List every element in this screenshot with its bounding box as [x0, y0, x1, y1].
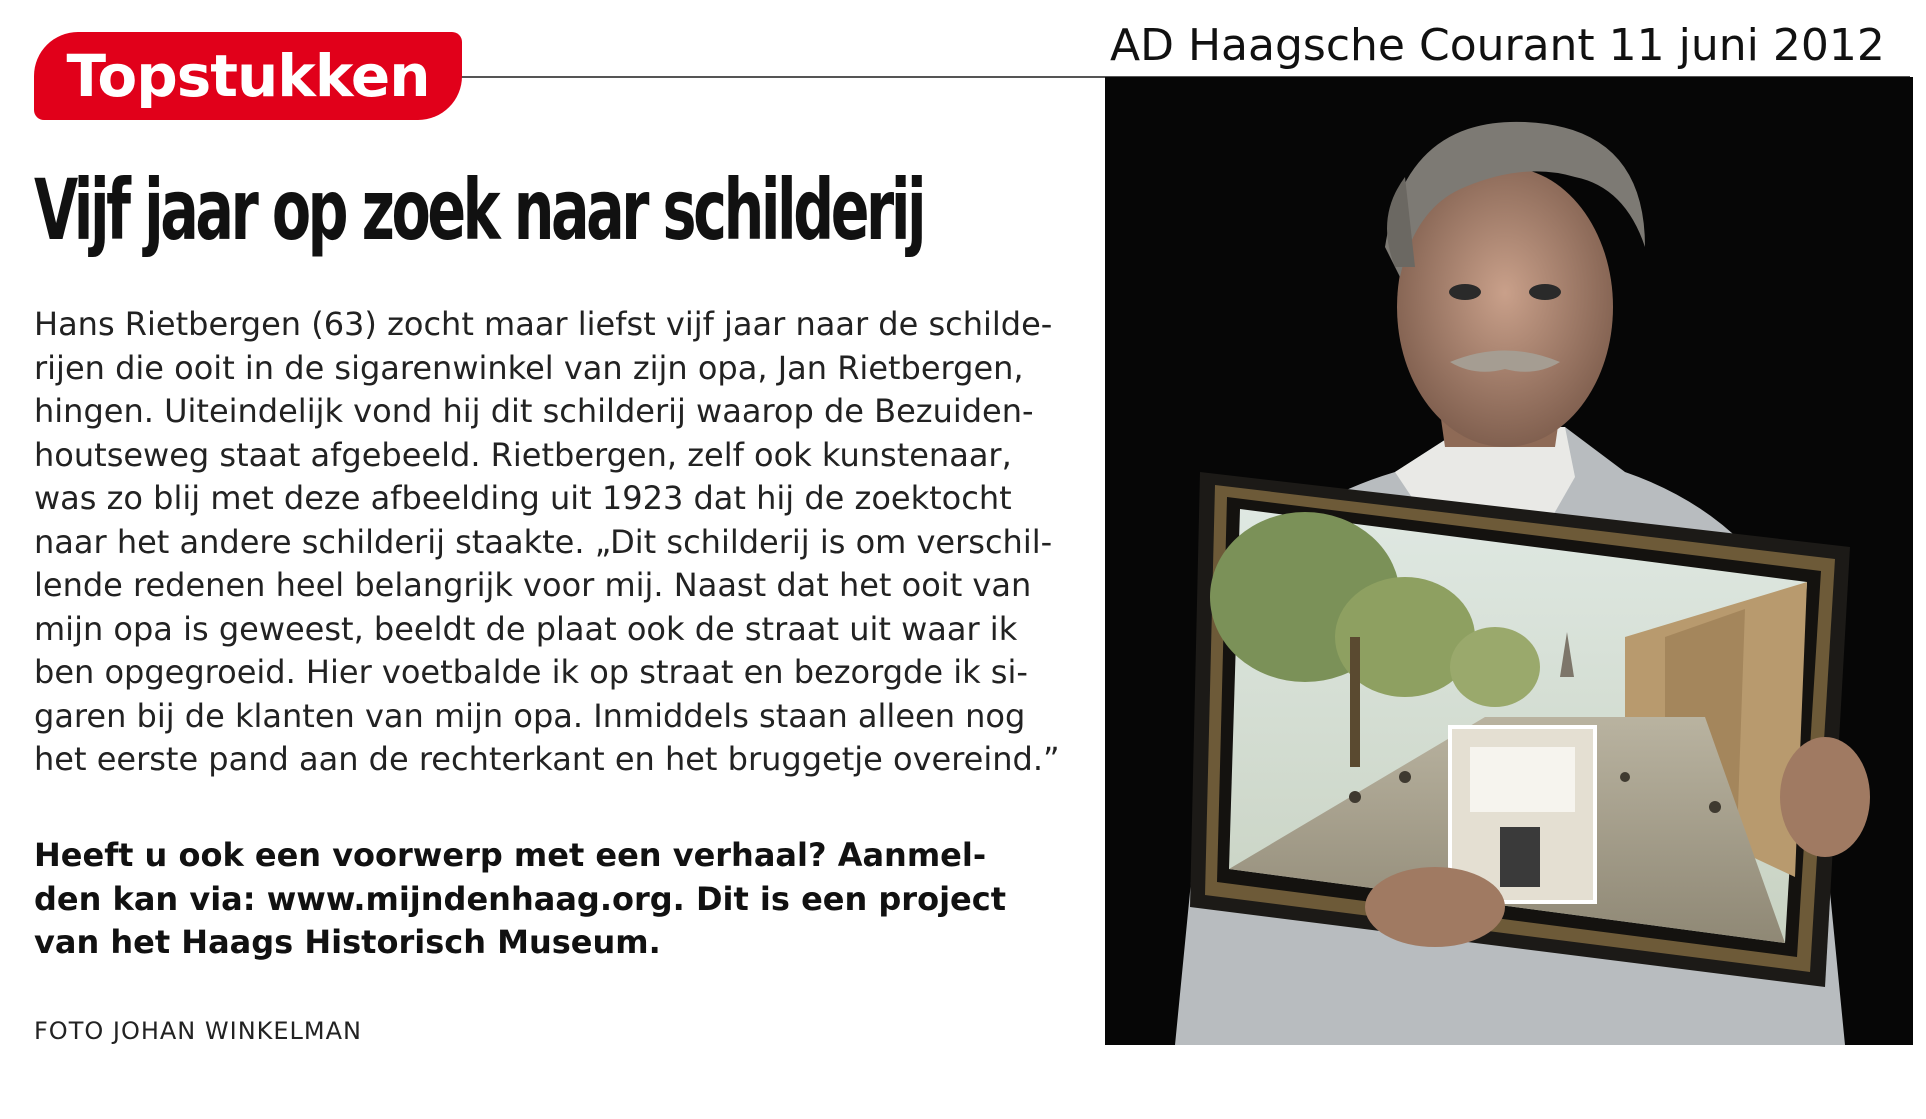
- body-line: lende redenen heel belangrijk voor mij. Naast dat het ooit van: [34, 566, 1032, 604]
- call-to-action: [34, 834, 1006, 965]
- section-label: Topstukken: [66, 42, 430, 110]
- body-line: rijen die ooit in de sigarenwinkel van zijn opa, Jan Rietbergen,: [34, 348, 1024, 387]
- body-line: houtseweg staat afgebeeld. Rietbergen, zelf ook kunstenaar,: [34, 435, 1012, 474]
- body-line: hingen. Uiteindelijk vond hij dit schilderij waarop de Bezuiden-: [34, 392, 1034, 430]
- body-line: was zo blij met deze afbeelding uit 1923 dat hij de zoektocht: [34, 479, 1012, 517]
- article-photo: [1105, 77, 1913, 1045]
- newspaper-source: AD Haagsche Courant 11 juni 2012: [1110, 20, 1885, 71]
- call-line: Heeft u ook een voorwerp met een verhaal? Aanmel-: [34, 836, 987, 874]
- body-line: naar het andere schilderij staakte. „Dit schilderij is om verschil-: [34, 522, 1053, 561]
- body-line: ben opgegroeid. Hier voetbalde ik op straat en bezorgde ik si-: [34, 653, 1028, 691]
- body-line: Hans Rietbergen (63) zocht maar liefst vijf jaar naar de schilde-: [34, 305, 1053, 343]
- body-line: mijn opa is geweest, beeldt de plaat ook de straat uit waar ik: [34, 609, 1018, 648]
- photo-credit: FOTO JOHAN WINKELMAN: [34, 1017, 363, 1045]
- headline: Vijf jaar op zoek naar schilderij: [34, 161, 924, 259]
- body-line: het eerste pand aan de rechterkant en het bruggetje overeind.”: [34, 740, 1060, 778]
- call-line: den kan via: www.mijndenhaag.org. Dit is een project: [34, 879, 1006, 918]
- call-line: van het Haags Historisch Museum.: [34, 923, 661, 961]
- body-line: garen bij de klanten van mijn opa. Inmiddels staan alleen nog: [34, 696, 1026, 735]
- article-body: [34, 303, 1064, 782]
